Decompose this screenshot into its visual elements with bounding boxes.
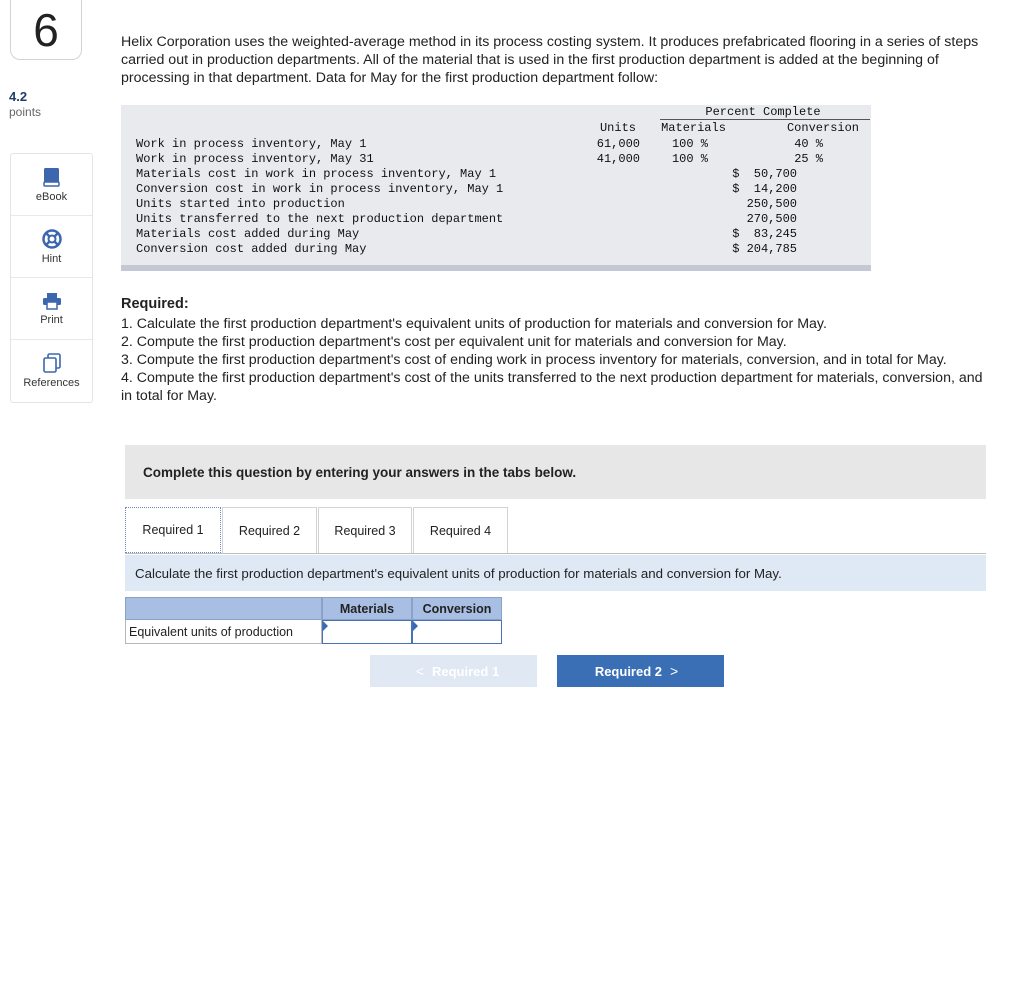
- references-label: References: [23, 377, 80, 389]
- tools-panel: [10, 153, 93, 403]
- data-row-label: Conversion cost in work in process inventory, May 1: [136, 182, 504, 196]
- data-row-materials-pct: 100 %: [671, 137, 708, 151]
- references-button[interactable]: [11, 340, 92, 402]
- data-row-label: Work in process inventory, May 1: [136, 137, 367, 151]
- materials-equivalent-units-input[interactable]: [323, 621, 411, 643]
- complete-prompt: Complete this question by entering your answers in the tabs below.: [125, 445, 986, 499]
- data-row-label: Units started into production: [136, 197, 345, 211]
- points-value: 4.2: [9, 89, 28, 104]
- prev-label: Required 1: [432, 663, 500, 679]
- required-item: 2. Compute the first production department's cost per equivalent unit for materials and conversion for May.: [121, 334, 787, 350]
- answer-table: [125, 597, 502, 644]
- data-row-label: Conversion cost added during May: [136, 242, 367, 256]
- percent-complete-rule: [660, 119, 870, 120]
- next-required-button[interactable]: [557, 655, 724, 687]
- conversion-column-header: Conversion: [412, 597, 502, 620]
- data-row-amount: 270,500: [746, 212, 797, 226]
- table-bottom-rule: [121, 265, 871, 271]
- print-label: Print: [40, 313, 63, 326]
- required-heading: Required:: [121, 296, 189, 312]
- data-row-amount: 250,500: [746, 197, 797, 211]
- data-row-materials-pct: 100 %: [671, 152, 708, 166]
- book-icon: [43, 167, 61, 187]
- hint-button[interactable]: [11, 216, 92, 278]
- data-row-label: Work in process inventory, May 31: [136, 152, 374, 166]
- required-item: 1. Calculate the first production department's equivalent units of production for materials and conversion for May.: [121, 316, 827, 332]
- data-row-label: Materials cost added during May: [136, 227, 360, 241]
- chevron-left-icon: <: [415, 663, 424, 679]
- points-info: [9, 89, 41, 119]
- data-row-amount: $ 50,700: [732, 167, 797, 181]
- required-item: 4. Compute the first production department's cost of the units transferred to the next production department for materials, conversion, and in total for May.: [121, 370, 983, 404]
- materials-input-cell: [322, 620, 412, 644]
- answer-table-corner: [125, 597, 322, 620]
- next-label: Required 2: [594, 663, 662, 679]
- data-row-conversion-pct: 25 %: [794, 152, 823, 166]
- units-header: Units: [599, 121, 636, 135]
- data-row-label: Units transferred to the next production department: [136, 212, 504, 226]
- hint-icon: [42, 229, 62, 249]
- print-button[interactable]: [11, 278, 92, 340]
- data-row-conversion-pct: 40 %: [794, 137, 823, 151]
- conversion-input-cell: [412, 620, 502, 644]
- required-item: 3. Compute the first production department's cost of ending work in process inventory for materials, conversion, and in total for May.: [121, 352, 947, 368]
- print-icon: [42, 292, 62, 310]
- tab-instruction: Calculate the first production department's equivalent units of production for materials and conversion for May.: [125, 555, 986, 591]
- ebook-button[interactable]: [11, 154, 92, 216]
- problem-intro: Helix Corporation uses the weighted-average method in its process costing system. It produces prefabricated flooring in a series of steps carried out in production departments. All of the material that is used in the first production department is added at the beginning of processing in that department. Data for May for the first production department follow:: [121, 34, 979, 86]
- tab-required-1[interactable]: Required 1: [125, 507, 221, 553]
- equivalent-units-label: Equivalent units of production: [125, 620, 322, 644]
- tab-required-3[interactable]: Required 3: [318, 507, 412, 553]
- data-row-units: 61,000: [596, 137, 640, 151]
- data-row-label: Materials cost in work in process inventory, May 1: [136, 167, 497, 181]
- hint-label: Hint: [41, 252, 62, 265]
- references-icon: [43, 353, 61, 373]
- data-row-amount: $ 83,245: [732, 227, 797, 241]
- tab-bar: [125, 507, 509, 553]
- conversion-header: Conversion: [786, 121, 859, 135]
- points-label: points: [9, 105, 42, 119]
- ebook-label: eBook: [35, 190, 68, 203]
- data-table: [121, 105, 871, 271]
- materials-header: Materials: [661, 121, 726, 135]
- prev-required-button[interactable]: [370, 655, 537, 687]
- tab-divider: [125, 553, 986, 554]
- conversion-equivalent-units-input[interactable]: [413, 621, 501, 643]
- percent-complete-header: Percent Complete: [705, 105, 821, 119]
- tab-required-2[interactable]: Required 2: [222, 507, 317, 553]
- materials-column-header: Materials: [322, 597, 412, 620]
- question-number: 6: [10, 0, 82, 60]
- chevron-right-icon: >: [670, 663, 679, 679]
- data-row-units: 41,000: [596, 152, 640, 166]
- data-row-amount: $ 14,200: [732, 182, 797, 196]
- tab-required-4[interactable]: Required 4: [413, 507, 508, 553]
- required-list: [121, 315, 991, 405]
- data-row-amount: $ 204,785: [732, 242, 797, 256]
